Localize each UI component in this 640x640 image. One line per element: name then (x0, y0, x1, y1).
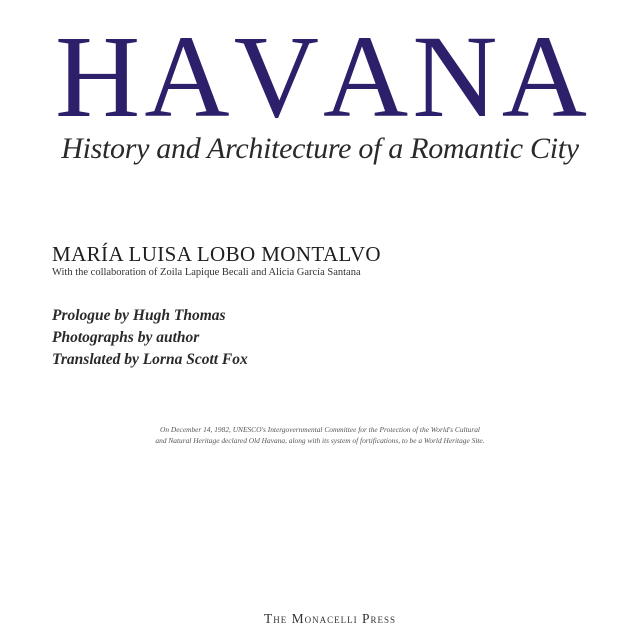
publisher: The Monacelli Press (263, 611, 396, 626)
credits (52, 305, 248, 371)
book-title (55, 11, 587, 142)
title-letter: N (412, 11, 498, 142)
unesco-note (0, 424, 640, 446)
title-letter: A (323, 11, 409, 142)
credit-prologue: Prologue by Hugh Thomas (52, 307, 226, 324)
book-subtitle: History and Architecture of a Romantic City (61, 132, 579, 165)
credit-translation: Translated by Lorna Scott Fox (52, 351, 248, 368)
title-letter: H (55, 11, 141, 142)
collaboration-line: With the collaboration of Zoila Lapique Becali and Alicia García Santana (52, 267, 361, 278)
title-letter: A (501, 11, 587, 142)
note-line: On December 14, 1982, UNESCO's Intergovernmental Committee for the Protection of the World's Cultural (160, 425, 480, 434)
author-name: MARÍA LUISA LOBO MONTALVO (52, 242, 381, 266)
title-letter: A (144, 11, 230, 142)
note-line: and Natural Heritage declared Old Havana, along with its system of fortifications, to be a World Heritage Site. (155, 436, 485, 445)
title-letter: V (233, 11, 319, 142)
credit-photographs: Photographs by author (52, 329, 200, 346)
